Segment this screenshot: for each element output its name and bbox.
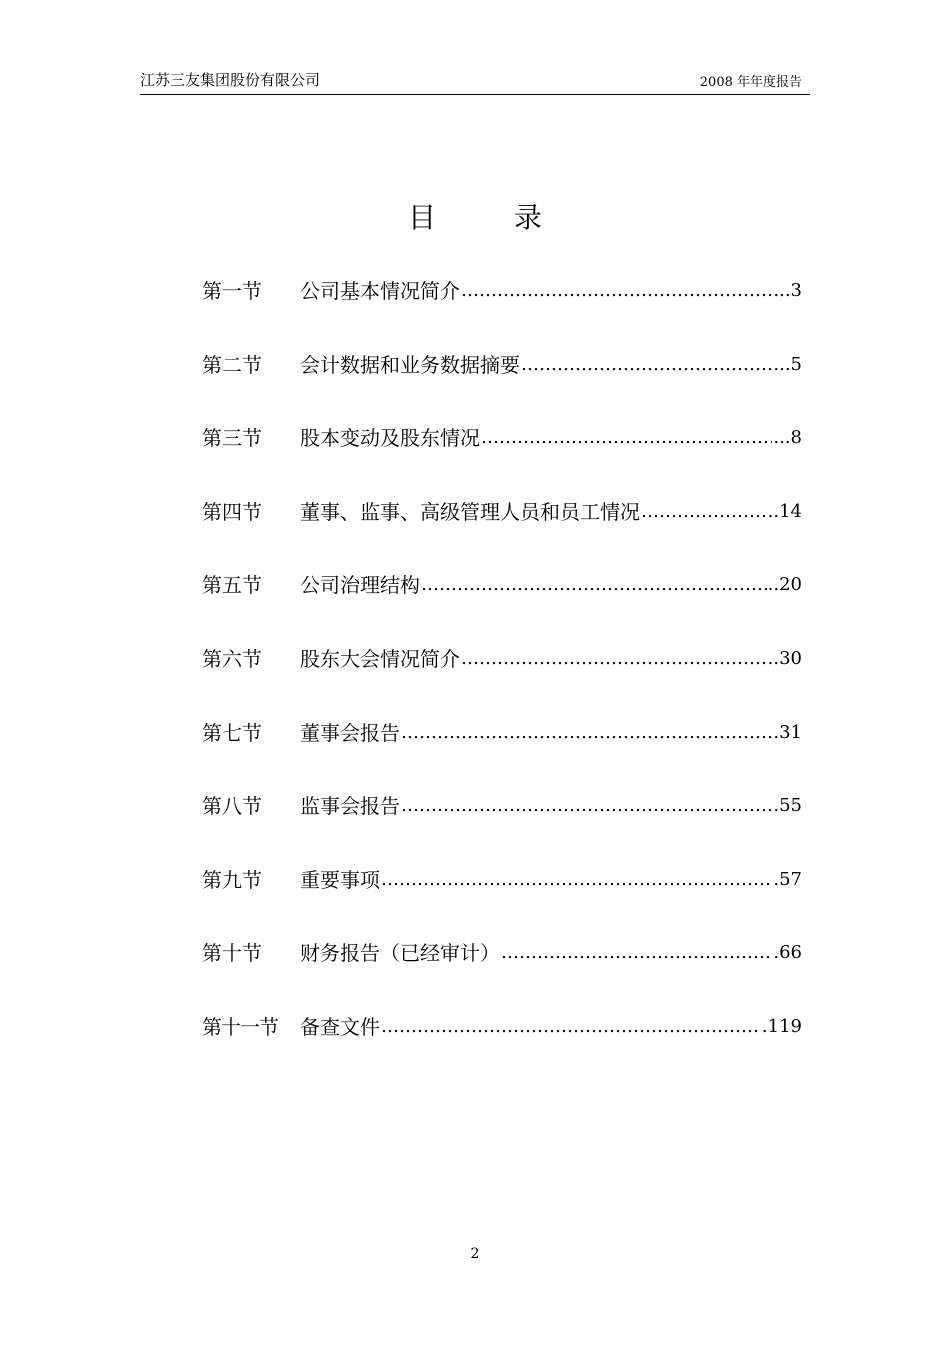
toc-entry-title: 重要事项 [300, 867, 380, 892]
toc-leader-dots [401, 715, 772, 751]
table-of-contents [202, 273, 802, 1083]
toc-leader-dots [401, 788, 772, 824]
toc-section-label: 第三节 [202, 426, 262, 451]
toc-page-number: ...5 [773, 353, 802, 375]
toc-entry-title: 董事会报告 [300, 720, 400, 745]
toc-entry-1[interactable] [202, 273, 802, 347]
toc-page-number: ..14 [767, 500, 802, 522]
page-title: 目录 [407, 201, 620, 234]
toc-entry-10[interactable] [202, 935, 802, 1009]
toc-leader-dots [461, 273, 772, 309]
toc-leader-dots [641, 494, 767, 530]
toc-leader-dots [521, 347, 772, 383]
toc-section-label: 第十节 [202, 941, 262, 966]
toc-leader-dots [481, 420, 772, 456]
toc-entry-title: 公司基本情况简介 [300, 279, 460, 303]
toc-entry-title: 备查文件 [300, 1014, 380, 1039]
toc-entry-3[interactable] [202, 420, 802, 494]
toc-entry-title: 会计数据和业务数据摘要 [300, 352, 520, 377]
company-name: 江苏三友集团股份有限公司 [140, 71, 321, 89]
toc-entry-5[interactable] [202, 567, 802, 641]
toc-entry-2[interactable] [202, 347, 802, 421]
toc-section-label: 第四节 [202, 499, 262, 524]
toc-page-number: ..20 [767, 574, 802, 596]
toc-entry-title: 股东大会情况简介 [300, 646, 460, 671]
page-number: 2 [470, 1246, 480, 1262]
toc-leader-dots [381, 862, 772, 898]
report-title: 2008 年年度报告 [699, 75, 802, 90]
toc-entry-11[interactable] [202, 1009, 802, 1083]
toc-entry-title: 股本变动及股东情况 [300, 426, 480, 451]
toc-page-number: .66 [773, 942, 802, 964]
toc-entry-title: 董事、监事、高级管理人员和员工情况 [300, 499, 640, 524]
toc-leader-dots [381, 1009, 761, 1045]
toc-page-number: .31 [773, 721, 802, 743]
toc-page-number: ..30 [767, 647, 802, 669]
toc-page-number: .57 [773, 868, 802, 890]
toc-section-label: 第九节 [202, 867, 262, 892]
toc-section-label: 第一节 [202, 279, 262, 303]
toc-page-number: .119 [761, 1015, 802, 1037]
toc-section-label: 第二节 [202, 352, 262, 377]
toc-page-number: ...3 [773, 280, 802, 301]
toc-entry-title: 监事会报告 [300, 794, 400, 819]
toc-entry-7[interactable] [202, 715, 802, 789]
toc-section-label: 第六节 [202, 646, 262, 671]
toc-page-number: .55 [773, 795, 802, 817]
toc-entry-6[interactable] [202, 641, 802, 715]
toc-entry-4[interactable] [202, 494, 802, 568]
toc-leader-dots [421, 567, 767, 603]
toc-section-label: 第十一节 [202, 1014, 278, 1039]
page-header [140, 66, 810, 95]
toc-page-number: ...8 [773, 427, 802, 449]
toc-leader-dots [501, 935, 772, 971]
toc-section-label: 第七节 [202, 720, 262, 745]
toc-entry-title: 财务报告（已经审计） [300, 941, 500, 966]
toc-entry-8[interactable] [202, 788, 802, 862]
toc-entry-9[interactable] [202, 862, 802, 936]
toc-entry-title: 公司治理结构 [300, 573, 420, 598]
toc-leader-dots [461, 641, 767, 677]
toc-section-label: 第八节 [202, 794, 262, 819]
toc-section-label: 第五节 [202, 573, 262, 598]
